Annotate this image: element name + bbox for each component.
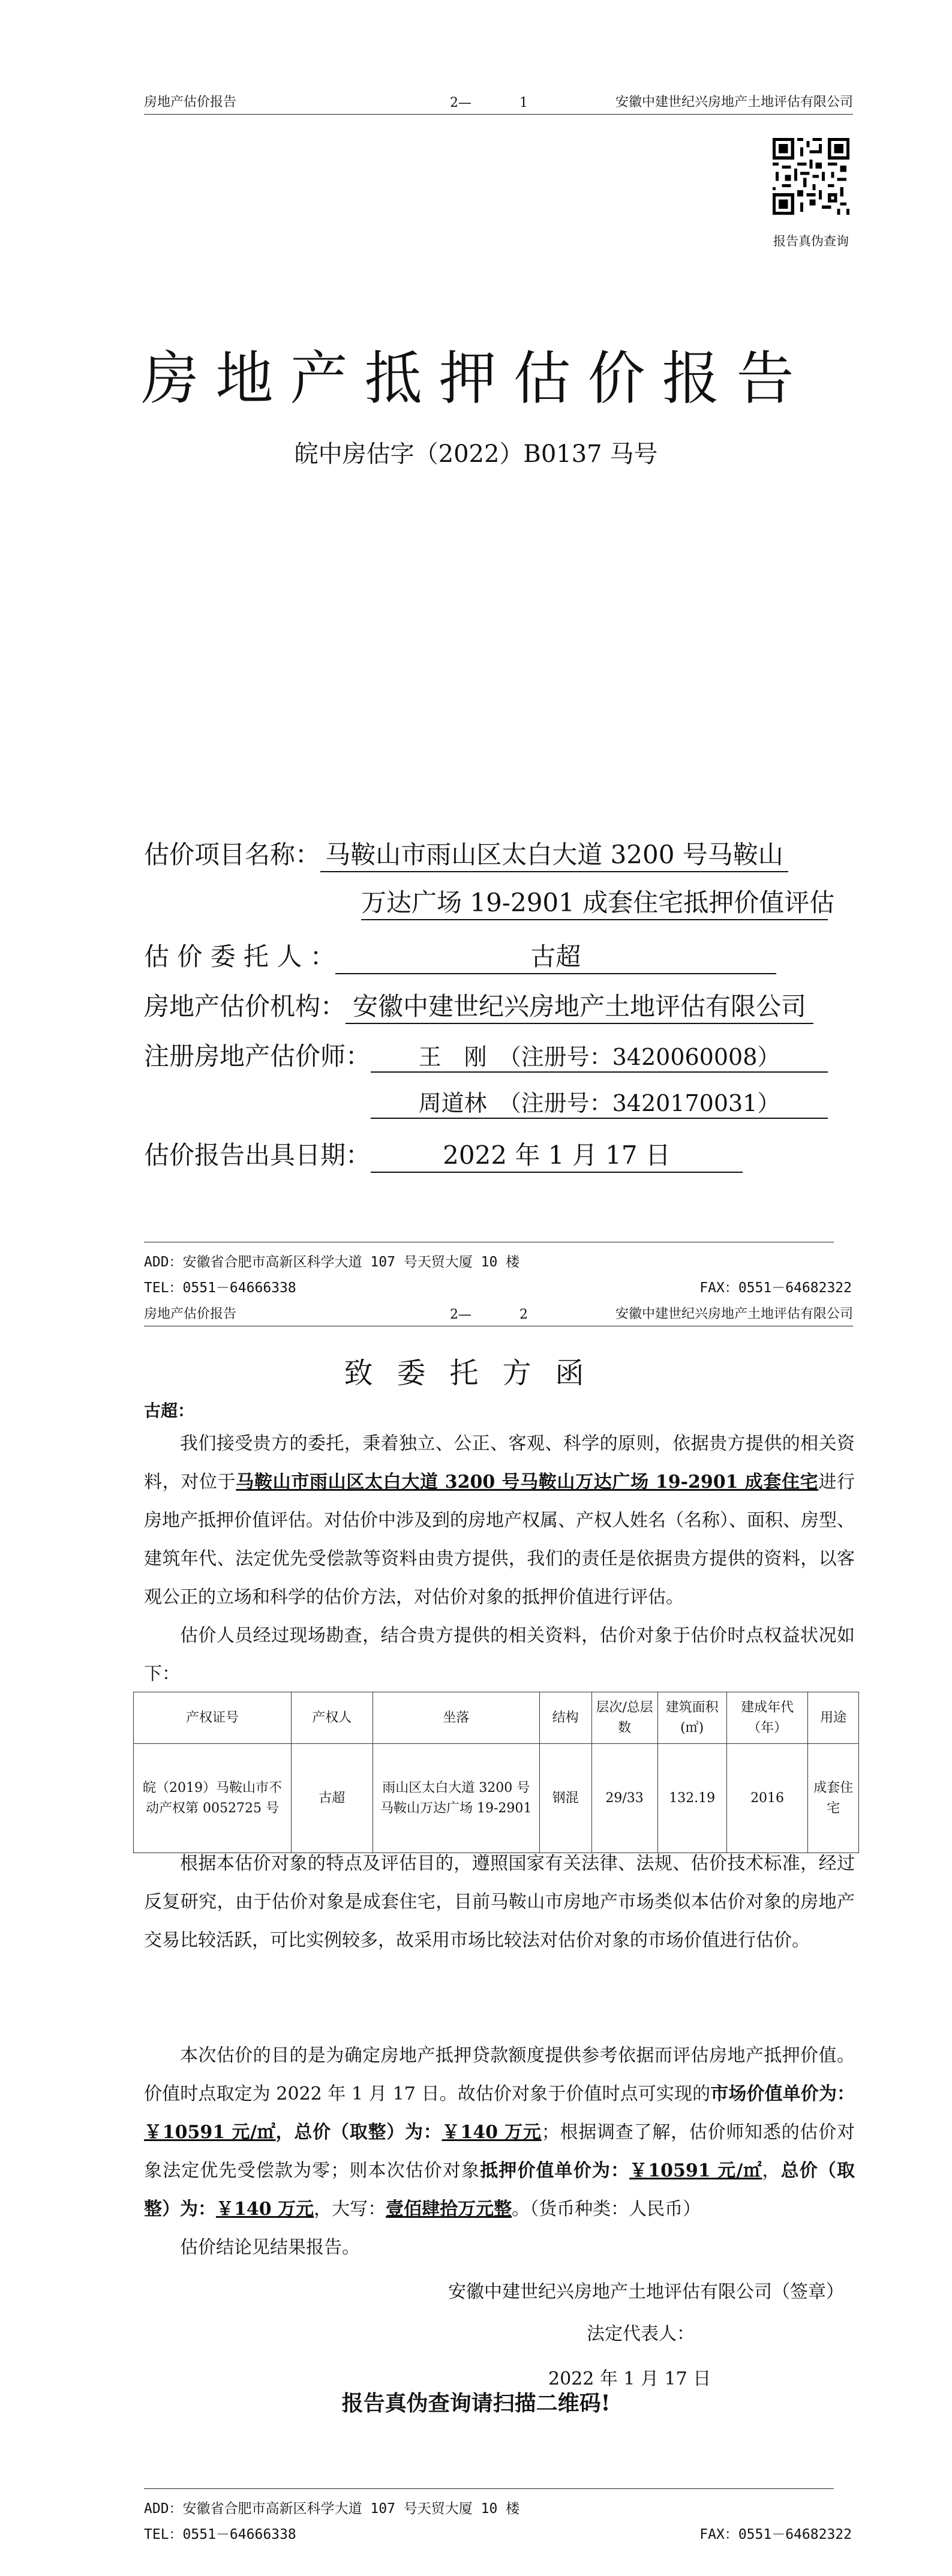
letter-page: [0, 1302, 952, 2576]
property-address: 马鞍山市雨山区太白大道 3200 号马鞍山万达广场 19-2901 成套住宅: [236, 1472, 819, 1493]
column-header: 结构: [539, 1692, 591, 1744]
table-cell: 皖（2019）马鞍山市不动产权第 0052725 号: [134, 1744, 292, 1853]
salutation: 古超：: [144, 1401, 195, 1421]
project-name-row: [144, 835, 788, 872]
mortgage-unit-price: ￥10591 元/㎡: [629, 2160, 762, 2181]
appraiser-row: [144, 1037, 828, 1073]
signing-date: 2022 年 1 月 17 日: [548, 2368, 711, 2389]
project-name-row-2: [361, 883, 835, 920]
mortgage-total-price: ￥140 万元: [216, 2199, 314, 2220]
document-number: 皖中房估字（2022）B0137 马号: [294, 440, 658, 468]
page-number: 2— 1: [450, 95, 528, 110]
page-number: 2— 2: [450, 1307, 528, 1322]
table-cell: 132.19: [657, 1744, 726, 1853]
issue-date-value: 2022 年 1 月 17 日: [371, 1136, 743, 1173]
footer-tel: TEL：0551－64666338: [144, 1280, 296, 1296]
agency-row: [144, 987, 813, 1024]
column-header: 建筑面积(㎡): [657, 1692, 726, 1744]
column-header: 产权人: [292, 1692, 373, 1744]
appraiser-2: 周道林 （注册号：3420170031）: [371, 1085, 828, 1119]
column-header: 产权证号: [134, 1692, 292, 1744]
table-cell: 钢混: [539, 1744, 591, 1853]
agency-value: 安徽中建世纪兴房地产土地评估有限公司: [346, 987, 813, 1024]
market-unit-price: ￥10591 元/㎡: [144, 2122, 276, 2143]
table-cell: 2016: [726, 1744, 808, 1853]
letter-title: 致委托方函: [344, 1356, 608, 1390]
header-company: 安徽中建世纪兴房地产土地评估有限公司: [615, 95, 853, 110]
table-cell: 古超: [292, 1744, 373, 1853]
project-name-label: 估价项目名称：: [144, 840, 321, 869]
footer-phone-line: [144, 1277, 852, 1296]
table-header-row: [134, 1692, 859, 1744]
amount-in-words: 壹佰肆拾万元整: [386, 2199, 512, 2220]
see-results-paragraph: 估价结论见结果报告。: [180, 2237, 360, 2258]
header-title: 房地产估价报告: [144, 1307, 237, 1322]
project-name-value-line1: 马鞍山市雨山区太白大道 3200 号马鞍山: [320, 835, 788, 872]
column-header: 坐落: [373, 1692, 539, 1744]
footer-phone-line: [144, 2523, 852, 2543]
client-value: 古超: [335, 937, 776, 974]
column-header: 用途: [808, 1692, 859, 1744]
qr-caption: 报告真伪查询: [773, 234, 849, 248]
page-footer: [144, 2488, 852, 2543]
header-company: 安徽中建世纪兴房地产土地评估有限公司: [615, 1307, 853, 1322]
client-label: 估 价 委 托 人 ：: [144, 942, 335, 971]
appraiser-1: 王 刚 （注册号：3420060008）: [371, 1038, 828, 1073]
footer-fax: FAX：0551－64682322: [699, 2527, 852, 2542]
table-cell: 雨山区太白大道 3200 号马鞍山万达广场 19-2901: [373, 1744, 539, 1853]
issue-date-label: 估价报告出具日期：: [144, 1140, 371, 1170]
project-name-value-line2: 万达广场 19-2901 成套住宅抵押价值评估: [361, 883, 828, 920]
verification-note: 报告真伪查询请扫描二维码!: [341, 2391, 611, 2416]
method-paragraph: 根据本估价对象的特点及评估目的，遵照国家有关法律、法规、估价技术标准，经过反复研究，由于估价对象是成套住宅，目前马鞍山市房地产市场类似本估价对象的房地产交易比较活跃，可比实例较多，故采用市场比较法对估价对象的市场价值进行估价。: [144, 1853, 855, 1951]
report-title: 房地产抵押估价报告: [141, 345, 811, 412]
issue-date-row: [144, 1136, 743, 1173]
footer-address: ADD：安徽省合肥市高新区科学大道 107 号天贸大厦 10 楼: [144, 2501, 520, 2517]
appraiser-label: 注册房地产估价师：: [144, 1041, 371, 1071]
survey-paragraph: 估价人员经过现场勘查，结合贵方提供的相关资料，估价对象于估价时点权益状况如下：: [144, 1625, 855, 1685]
property-table: [133, 1692, 859, 1853]
conclusion-paragraph: 本次估价的目的是为确定房地产抵押贷款额度提供参考依据而评估房地产抵押价值。价值时点取定为 2022 年 1 月 17 日。故估价对象于价值时点可实现的市场价值单价为：￥10591 元/㎡，总价（取整）为：￥140 万元；根据调查了解，估价师知悉的估价对象法定优先受偿款为零；则本次估价对象抵押价值单价为：￥10591 元/㎡，总价（取整）为：￥140 万元，大写：壹佰肆拾万元整。（货币种类：人民币）: [144, 2045, 855, 2220]
page-footer: [144, 1242, 852, 1296]
agency-label: 房地产估价机构：: [144, 992, 346, 1021]
page-header: [144, 1302, 853, 1326]
column-header: 建成年代（年）: [726, 1692, 808, 1744]
page-header: [144, 90, 853, 115]
client-row: [144, 937, 776, 974]
footer-tel: TEL：0551－64666338: [144, 2527, 296, 2542]
qr-code-icon[interactable]: [773, 138, 849, 215]
header-title: 房地产估价报告: [144, 95, 237, 110]
table-cell: 成套住宅: [808, 1744, 859, 1853]
signing-company: 安徽中建世纪兴房地产土地评估有限公司（签章）: [448, 2281, 844, 2302]
legal-representative: 法定代表人：: [587, 2323, 695, 2344]
table-cell: 29/33: [591, 1744, 657, 1853]
column-header: 层次/总层数: [591, 1692, 657, 1744]
table-row: [134, 1744, 859, 1853]
footer-address: ADD：安徽省合肥市高新区科学大道 107 号天贸大厦 10 楼: [144, 1254, 520, 1270]
footer-fax: FAX：0551－64682322: [699, 1280, 852, 1296]
market-total-price: ￥140 万元: [442, 2122, 542, 2143]
intro-paragraph: 我们接受贵方的委托，秉着独立、公正、客观、科学的原则，依据贵方提供的相关资料，对位于马鞍山市雨山区太白大道 3200 号马鞍山万达广场 19-2901 成套住宅进行房地产抵押价值评估。对估价中涉及到的房地产权属、产权人姓名（名称）、面积、房型、建筑年代、法定优先受偿款等资料由贵方提供，我们的责任是依据贵方提供的资料，以客观公正的立场和科学的估价方法，对估价对象的抵押价值进行评估。: [144, 1433, 855, 1608]
appraiser-row-2: [371, 1085, 828, 1119]
footer-rule: [144, 2488, 834, 2489]
